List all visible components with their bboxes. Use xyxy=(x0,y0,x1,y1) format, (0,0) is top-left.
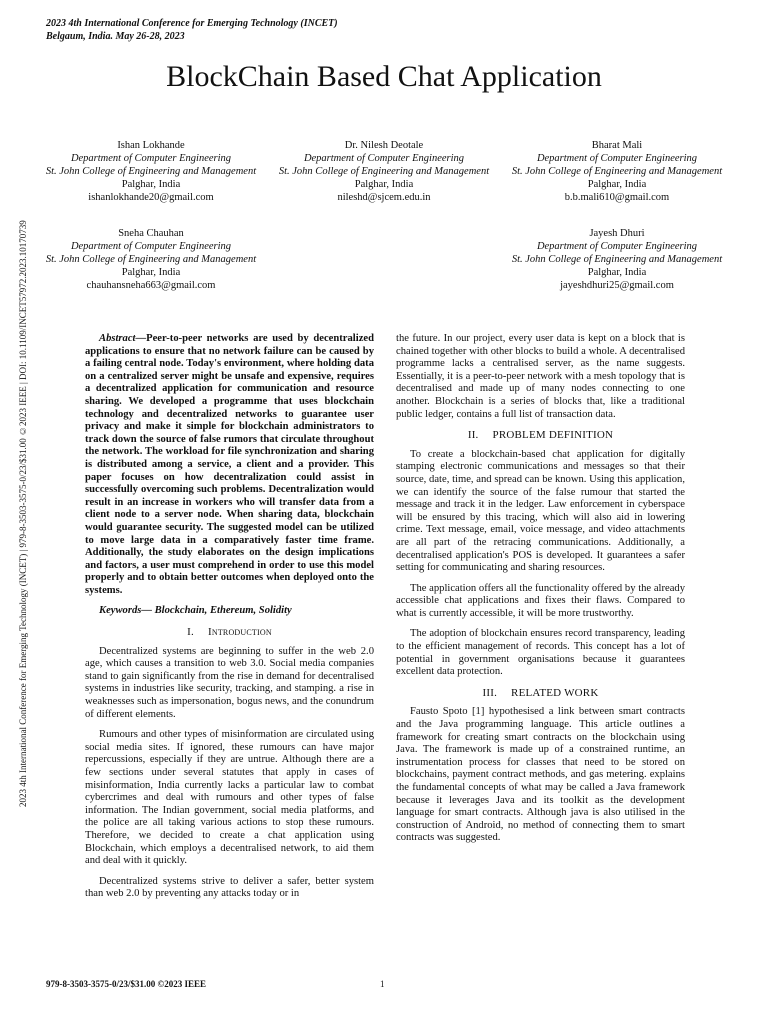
paragraph: Fausto Spoto [1] hypothesised a link between smart contracts and the Java programming language. This article outlines a framework for creating smart contracts on the blockchain using Java. The framework is made up of a constrained runtime, an instrumentation process for classes that need to be stored on blockchains, payment contract methods, and gas metering. explains the fundamental concepts of what may be called a Java framework because it leverages Java and its toolkit as the development language for smart contracts. Although java is also utilised in the construction of Android, no method of connecting them to smart contracts was suggested. xyxy=(396,706,685,844)
author-name: Dr. Nilesh Deotale xyxy=(344,140,424,151)
abstract-text: —Peer-to-peer networks are used by decentralized applications to ensure that no network failure can be caused by a failing central node. Today's environment, where holding data on a centralized server might be unsafe and expensive, requires a decentralized application for communication and resource sharing. We developed a programme that uses blockchain technology and decentralized networks to guarantee user privacy and make it simple for blockchain administrators to track down the source of false rumors that circulate throughout the network. The workload for file synchronization and sharing is distributed among a service, a client and a provider. This paper focuses on how decentralization could assist in successfully overcoming such problems. Decentralization would result in an increase in workers who will transfer data from a client node to a server node. When sharing data, blockchain would guarantee security. The suggested model can be utilized to move large data in a comparatively faster time frame. Additionally, the study elaborates on the design implications and factors, a user must comprehend in order to use this model properly and to obtain better outcomes when deployed onto the systems. xyxy=(85,333,374,596)
author-department: Department of Computer Engineering xyxy=(70,153,232,164)
paper-title: BlockChain Based Chat Application xyxy=(166,60,602,93)
paragraph: Decentralized systems strive to deliver a safer, better system than web 2.0 by preventing any attacks today or in xyxy=(85,875,374,900)
keywords: Keywords— Blockchain, Ethereum, Solidity xyxy=(99,605,292,617)
page-number: 1 xyxy=(380,979,385,989)
paragraph: To create a blockchain-based chat application for digitally stamping electronic communications and messages so that their source, date, time, and spread can be known. Using this application, we can identify the source of the false rumour that started the message and track it in the ledger. Law enforcement in cyberspace will be ensured by this tracing, which will also aid in lowering crime. Text message, email, voice message, and video attachments are all part of the retracing communications. Additionally, a decentralised application's POS is developed. It guarantees a safer setting for communicating and sharing resources. xyxy=(396,448,685,574)
author-location: Palghar, India xyxy=(587,179,647,190)
author-name: Ishan Lokhande xyxy=(117,140,185,151)
author-department: Department of Computer Engineering xyxy=(536,153,698,164)
author-institution: St. John College of Engineering and Management xyxy=(511,254,723,265)
author-department: Department of Computer Engineering xyxy=(303,153,465,164)
right-column xyxy=(396,333,685,853)
abstract xyxy=(85,333,374,597)
author-location: Palghar, India xyxy=(354,179,414,190)
left-column xyxy=(85,333,374,909)
author-email: b.b.mali610@gmail.com xyxy=(564,192,670,203)
section-heading-problem-definition: II. PROBLEM DEFINITION xyxy=(467,429,614,442)
author-name: Jayesh Dhuri xyxy=(589,228,645,239)
author-location: Palghar, India xyxy=(587,267,647,278)
author-name: Sneha Chauhan xyxy=(118,228,184,239)
author-block xyxy=(502,227,732,292)
footer-isbn: 979-8-3503-3575-0/23/$31.00 ©2023 IEEE xyxy=(46,979,206,989)
conference-name: 2023 4th International Conference for Emerging Technology (INCET) xyxy=(46,18,338,29)
author-email: nileshd@sjcem.edu.in xyxy=(337,192,431,203)
author-block xyxy=(502,139,732,204)
paragraph: Decentralized systems are beginning to suffer in the web 2.0 age, which causes a transition to web 3.0. Social media companies stand to gain significantly from the rise in demand for decentralised systems in industries like security, tracking, and stamping. a rise in weaknesses such as impersonation, bogus news, and the conundrum of different elements. xyxy=(85,645,374,720)
paragraph: Rumours and other types of misinformation are circulated using social media sites. If ignored, these rumours can have major repercussions, especially if they are untrue. Although there are a few sections under several statutes that apply in cases of misinformation, India currently lacks a particular law to combat cybercrimes and deal with rumours and other types of false information. The Indian government, social media platforms, and the police are all taking various actions to stop these rumours. Therefore, we decided to create a chat application using Blockchain, which employs a decentralised network, to aid them and deal with it quickly. xyxy=(85,729,374,867)
section-heading-introduction: I. Introduction xyxy=(187,626,272,639)
author-department: Department of Computer Engineering xyxy=(70,241,232,252)
paragraph: The application offers all the functionality offered by the already accessible chat applications and fixes their flaws. Compared to what is currently accessible, it will be more trustworthy. xyxy=(396,582,685,619)
author-block xyxy=(269,139,499,204)
author-location: Palghar, India xyxy=(121,267,181,278)
author-block xyxy=(36,227,266,292)
paragraph: the future. In our project, every user data is kept on a block that is chained together with other blocks to build a whole. A decentralised programme lacks a centralised server, as the name suggests. Essentially, it is a peer-to-peer network with a mesh topology that is decentralised and made up of many nodes connecting to one another. Blockchain is a series of blocks that, like a traditional public ledger, contains a full list of transaction data. xyxy=(396,333,685,420)
author-block xyxy=(36,139,266,204)
author-location: Palghar, India xyxy=(121,179,181,190)
author-institution: St. John College of Engineering and Management xyxy=(45,254,257,265)
conference-location: Belgaum, India. May 26-28, 2023 xyxy=(46,31,185,42)
author-institution: St. John College of Engineering and Management xyxy=(511,166,723,177)
author-institution: St. John College of Engineering and Management xyxy=(45,166,257,177)
author-name: Bharat Mali xyxy=(591,140,643,151)
section-heading-related-work: III. RELATED WORK xyxy=(482,686,599,699)
author-email: ishanlokhande20@gmail.com xyxy=(88,192,214,203)
conference-header xyxy=(46,17,338,43)
author-department: Department of Computer Engineering xyxy=(536,241,698,252)
doi-sidebar: 2023 4th International Conference for Emerging Technology (INCET) | 979-8-3503-3575-0/23/$31.00 ©2023 IEEE | DOI: 10.1109/INCET57972.2023.10170739 xyxy=(18,220,28,808)
paragraph: The adoption of blockchain ensures record transparency, leading to the efficient management of records. This concept has a lot of potential in government organisations because it guarantees excellent data protection. xyxy=(396,628,685,678)
abstract-lead: Abstract xyxy=(99,333,136,344)
author-email: chauhansneha663@gmail.com xyxy=(86,280,216,291)
author-email: jayeshdhuri25@gmail.com xyxy=(560,280,674,291)
author-institution: St. John College of Engineering and Management xyxy=(278,166,490,177)
